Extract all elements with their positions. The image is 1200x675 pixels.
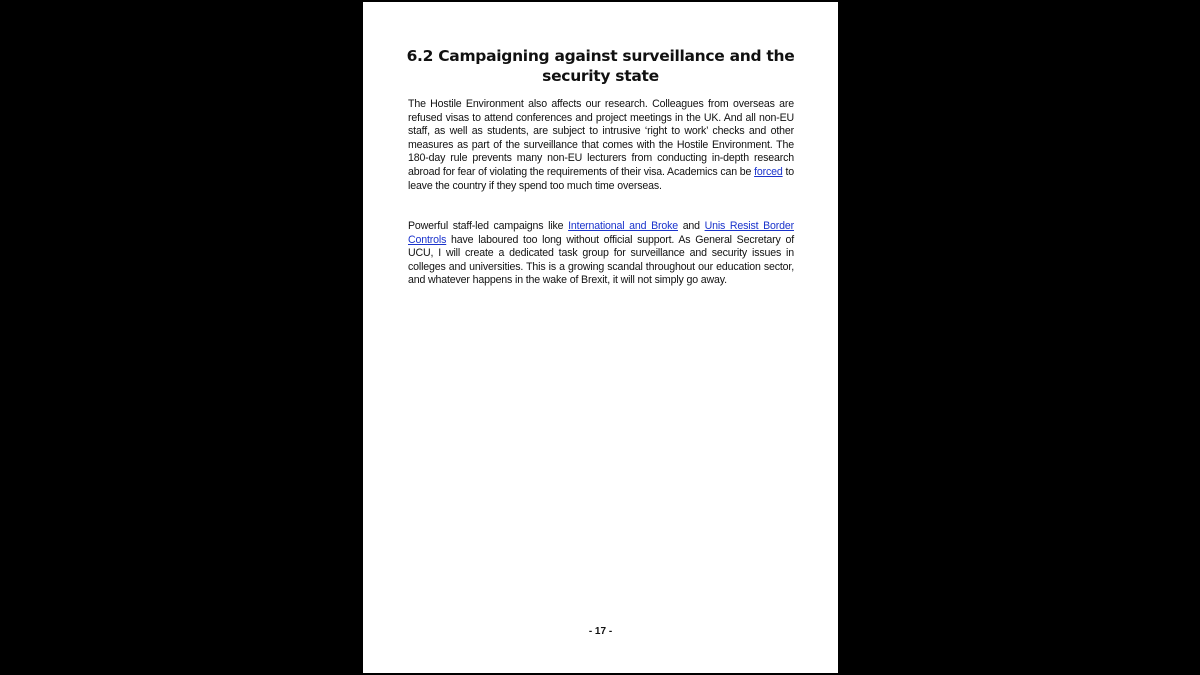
- section-heading: 6.2 Campaigning against surveillance and the security state: [406, 47, 795, 85]
- link-international-and-broke[interactable]: International and Broke: [568, 220, 678, 232]
- link-forced[interactable]: forced: [754, 165, 783, 178]
- paragraph-hostile-environment: [408, 98, 794, 193]
- paragraph-text: The Hostile Environment also affects our research. Colleagues from overseas are refused visas to attend conferences and project meetings in the UK. And all non-EU staff, as well as students, are subject to intrusive ‘right to work’ checks and other measures as part of the surveillance that comes with the Hostile Environment. The 180-day rule prevents many non-EU lecturers from conducting in-depth research abroad for fear of violating the requirements of their visa. Academics can be: [408, 98, 794, 178]
- page-number: - 17 -: [588, 626, 613, 637]
- paragraph-text: and: [678, 220, 705, 232]
- document-page: [363, 2, 838, 673]
- paragraph-campaigns: [408, 220, 794, 288]
- paragraph-text: Powerful staff-led campaigns like: [408, 220, 569, 232]
- paragraph-text: have laboured too long without official support. As General Secretary of UCU, I will create a dedicated task group for surveillance and security issues in colleges and universities. This is a growing scandal throughout our education sector, and whatever happens in the wake of Brexit, it will not simply go away.: [408, 233, 794, 287]
- link-unis-resist-border-controls[interactable]: Unis Resist Border Controls: [408, 220, 795, 246]
- paragraph-text: to leave the country if they spend too much time overseas.: [408, 165, 794, 192]
